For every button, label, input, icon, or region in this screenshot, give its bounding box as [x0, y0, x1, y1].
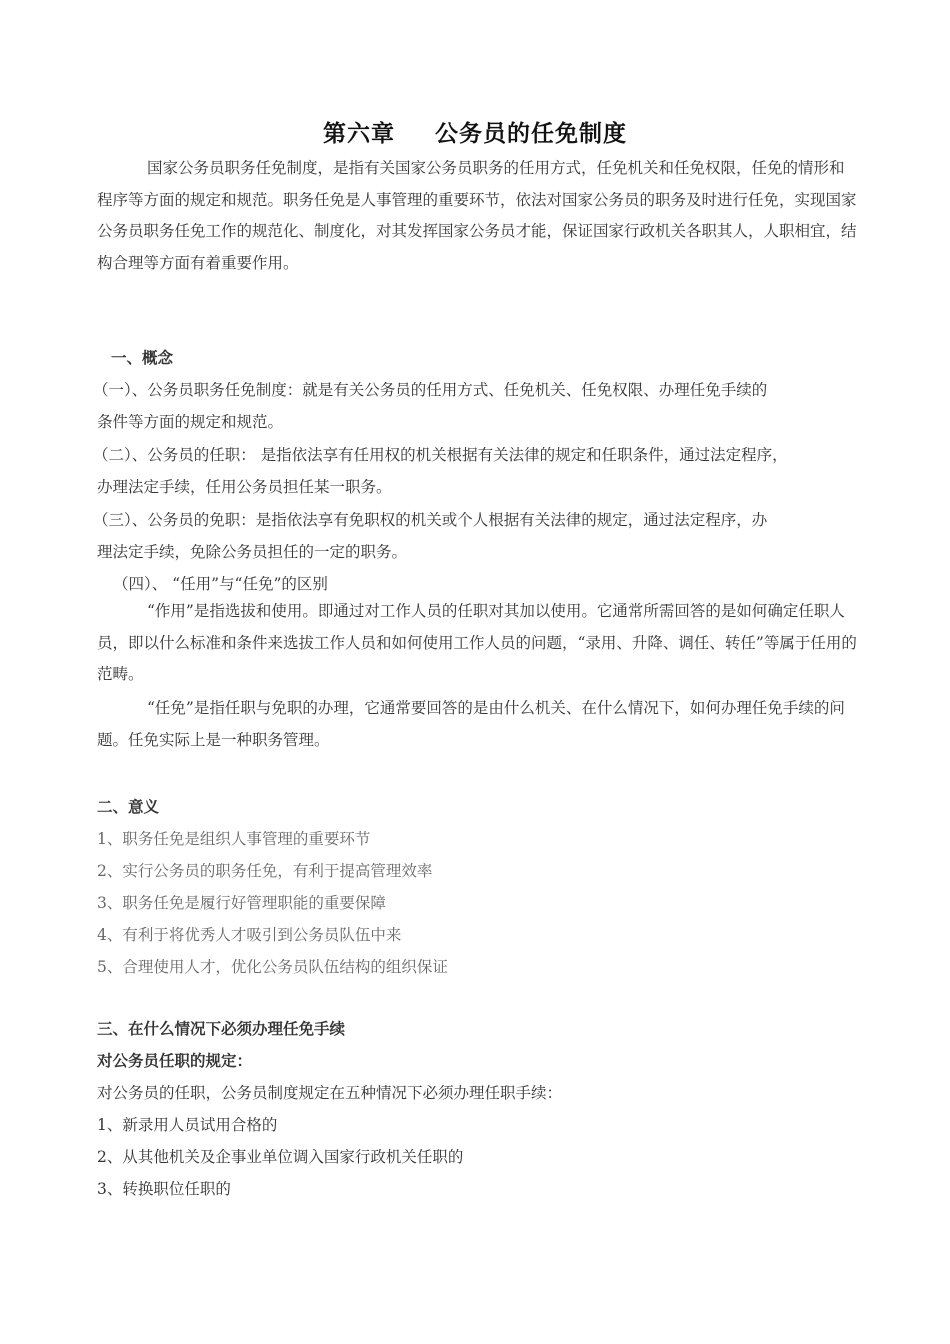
chapter-number: 第六章 [323, 120, 395, 147]
concept-item-1-line-2: 条件等方面的规定和规范。 [97, 413, 284, 431]
procedures-subheading: 对公务员任职的规定： [97, 1051, 253, 1070]
intro-paragraph: 国家公务员职务任免制度，是指有关国家公务员职务的任用方式，任免机关和任免权限，任免的情形和程序等方面的规定和规范。职务任免是人事管理的重要环节，依法对国家公务员的职务及时进行任免，实现国家公务员职务任免工作的规范化、制度化，对其发挥国家公务员才能，保证国家行政机关各职其人，人职相宜，结构合理等方面有着重要作用。 [97, 159, 857, 272]
significance-item-5: 5、合理使用人才，优化公务员队伍结构的组织保证 [97, 958, 448, 976]
concept-item-3-line-1: （三）、公务员的免职：是指依法享有免职权的机关或个人根据有关法律的规定，通过法定程序，办 [93, 511, 768, 529]
concept-item-2-line-2: 办理法定手续，任用公务员担任某一职务。 [97, 478, 392, 496]
concept-item-3-line-2: 理法定手续，免除公务员担任的一定的职务。 [97, 543, 408, 561]
significance-item-3: 3、职务任免是履行好管理职能的重要保障 [97, 894, 386, 912]
concept-item-2-line-1: （二）、公务员的任职： 是指依法享有任用权的机关根据有关法律的规定和任职条件，通过法定程序， [93, 446, 788, 464]
section-heading-concept: 一、概念 [111, 348, 174, 367]
significance-item-2: 2、实行公务员的职务任免，有利于提高管理效率 [97, 862, 433, 880]
concept-paragraph-2: “任免”是指任职与免职的办理，它通常要回答的是由什么机关、在什么情况下，如何办理任免手续的问题。任免实际上是一种职务管理。 [97, 699, 845, 749]
section-heading-significance: 二、意义 [97, 797, 160, 816]
chapter-name: 公务员的任免制度 [435, 120, 627, 147]
procedures-item-2: 2、从其他机关及企事业单位调入国家行政机关任职的 [97, 1148, 464, 1166]
significance-item-4: 4、有利于将优秀人才吸引到公务员队伍中来 [97, 926, 402, 944]
procedures-lead: 对公务员的任职，公务员制度规定在五种情况下必须办理任职手续： [97, 1084, 563, 1102]
concept-item-4: （四）、 “任用”与“任免”的区别 [113, 575, 328, 593]
concept-item-1-line-1: （一）、公务员职务任免制度：就是有关公务员的任用方式、任免机关、任免权限、办理任免手续的 [93, 381, 768, 399]
significance-item-1: 1、职务任免是组织人事管理的重要环节 [97, 830, 371, 848]
procedures-item-3: 3、转换职位任职的 [97, 1180, 231, 1198]
section-heading-procedures: 三、在什么情况下必须办理任免手续 [97, 1019, 346, 1038]
procedures-item-1: 1、新录用人员试用合格的 [97, 1116, 278, 1134]
chapter-title [0, 115, 950, 148]
concept-paragraph-1: “作用”是指选拔和使用。即通过对工作人员的任职对其加以使用。它通常所需回答的是如何确定任职人员，即以什么标准和条件来选拔工作人员和如何使用工作人员的问题，“录用、升降、调任、转任”等属于任用的范畴。 [97, 602, 857, 683]
